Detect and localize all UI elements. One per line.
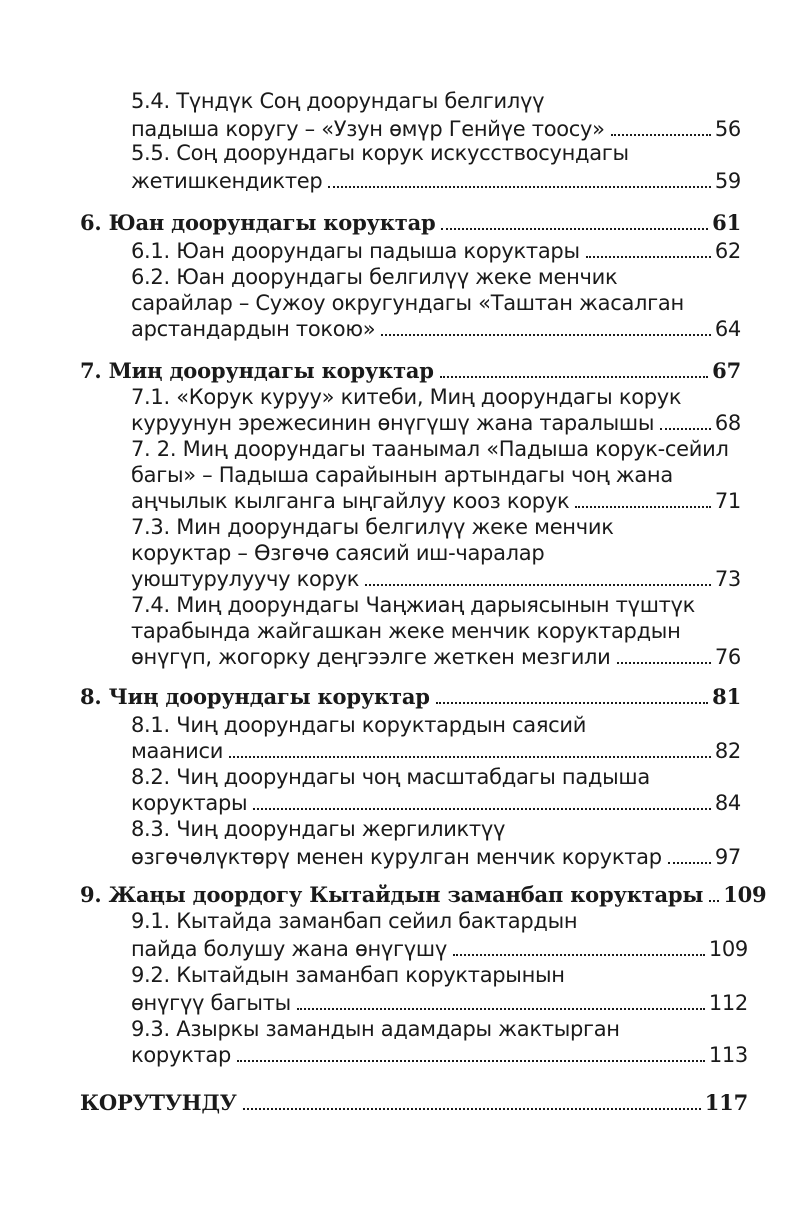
dot-leader [229, 755, 711, 758]
toc-page-number: 64 [714, 317, 741, 341]
toc-entry-9-1-line-1 [131, 904, 748, 934]
toc-entry-text: 9.3. Азыркы замандын адамдары жактырган [131, 1017, 620, 1041]
toc-entry-text: 7.3. Мин доорундагы белгилүү жеке менчик [131, 515, 614, 539]
toc-page-number: 97 [714, 845, 741, 869]
toc-page-number: 71 [714, 489, 741, 513]
toc-entry-8-3-line-2 [131, 840, 741, 870]
toc-entry-text: 6.1. Юан доорундагы падыша коруктары [131, 239, 580, 263]
dot-leader [709, 899, 719, 902]
toc-entry-5-5-line-1 [131, 136, 741, 166]
toc-entry-text: коруктар – Өзгөчө саясий иш-чаралар [131, 541, 545, 565]
toc-page-number: 112 [708, 991, 748, 1015]
toc-entry-7-4-line-3 [131, 640, 741, 670]
toc-entry-text: арстандардын токою» [131, 317, 376, 341]
toc-entry-text: өзгөчөлүктөрү менен курулган менчик коруктар [131, 845, 662, 869]
toc-page-number: 109 [723, 882, 767, 907]
toc-page-number: 56 [714, 117, 741, 141]
toc-chapter-title: 7. Миң доорундагы коруктар [80, 358, 434, 383]
dot-leader [440, 375, 708, 378]
toc-entry-8-3-line-1 [131, 812, 741, 842]
toc-entry-text: өнүгүп, жогорку деңгээлге жеткен мезгили [131, 645, 611, 669]
toc-entry-text: падыша коругу – «Узун өмүр Генйүе тоосу» [131, 117, 605, 141]
toc-entry-text: куруунун эрежесинин өнүгүшү жана таралышы [131, 411, 655, 435]
toc-chapter-title: КОРУТУНДУ [80, 1090, 237, 1115]
dot-leader [586, 255, 711, 258]
toc-entry-text: пайда болушу жана өнүгүшү [131, 937, 447, 961]
dot-leader [668, 861, 711, 864]
toc-page-number: 59 [714, 169, 741, 193]
toc-entry-text: 7.1. «Корук куруу» китеби, Миң доорундагы корук [131, 385, 682, 409]
toc-entry-text: коруктар [131, 1043, 232, 1067]
toc-page-number: 76 [714, 645, 741, 669]
toc-page-number: 73 [714, 567, 741, 591]
dot-leader [297, 1007, 705, 1010]
toc-entry-text: мааниси [131, 739, 224, 763]
dot-leader [365, 583, 711, 586]
toc-entry-5-4-line-1 [131, 84, 741, 114]
dot-leader [660, 427, 711, 430]
toc-entry-9-3-line-2 [131, 1038, 748, 1068]
dot-leader [237, 1059, 705, 1062]
toc-entry-text: 6.2. Юан доорундагы белгилүү жеке менчик [131, 265, 618, 289]
dot-leader [617, 661, 711, 664]
toc-entry-5-5-line-2 [131, 164, 741, 194]
toc-conclusion [80, 1086, 748, 1116]
toc-entry-6-2-line-3 [131, 312, 741, 342]
toc-entry-text: 9.2. Кытайдын заманбап коруктарынын [131, 963, 565, 987]
dot-leader [253, 807, 711, 810]
toc-page-number: 67 [712, 358, 741, 383]
dot-leader [436, 701, 708, 704]
toc-entry-9-2-line-1 [131, 958, 748, 988]
toc-page-number: 84 [714, 791, 741, 815]
toc-chapter-8 [80, 680, 741, 710]
toc-chapter-6 [80, 206, 741, 236]
dot-leader [381, 333, 711, 336]
toc-page-number: 117 [704, 1090, 748, 1115]
toc-page-number: 109 [708, 937, 748, 961]
toc-entry-text: багы» – Падыша сарайынын артындагы чоң жана [131, 463, 673, 487]
toc-page-number: 113 [708, 1043, 748, 1067]
toc-entry-text: сарайлар – Сужоу округундагы «Таштан жасалган [131, 291, 684, 315]
toc-entry-text: 8.3. Чиң доорундагы жергиликтүү [131, 817, 506, 841]
toc-entry-text: өнүгүү багыты [131, 991, 291, 1015]
dot-leader [243, 1107, 701, 1110]
toc-page-number: 62 [714, 239, 741, 263]
toc-entry-text: 7. 2. Миң доорундагы таанымал «Падыша корук-сейил [131, 437, 729, 461]
toc-page-number: 68 [714, 411, 741, 435]
toc-chapter-title: 8. Чиң доорундагы коруктар [80, 684, 430, 709]
toc-entry-text: тарабында жайгашкан жеке менчик коруктардын [131, 619, 681, 643]
toc-entry-text: 8.2. Чиң доорундагы чоң масштабдагы падыша [131, 765, 650, 789]
dot-leader [453, 953, 705, 956]
toc-entry-text: коруктары [131, 791, 248, 815]
toc-page-number: 81 [712, 684, 741, 709]
toc-entry-text: аңчылык кылганга ыңгайлуу кооз корук [131, 489, 570, 513]
dot-leader [575, 505, 711, 508]
toc-entry-text: жетишкендиктер [131, 169, 323, 193]
dot-leader [328, 185, 710, 188]
dot-leader [441, 227, 708, 230]
toc-chapter-title: 6. Юан доорундагы коруктар [80, 210, 436, 235]
toc-entry-text: 5.5. Соң доорундагы корук искусствосундагы [131, 141, 629, 165]
toc-chapter-title: 9. Жаңы доордогу Кытайдын заманбап коруктары [80, 882, 704, 907]
toc-entry-text: 5.4. Түндүк Соң доорундагы белгилүү [131, 89, 545, 113]
toc-page-number: 61 [712, 210, 741, 235]
toc-entry-text: 7.4. Миң доорундагы Чаңжиаң дарыясынын түштүк [131, 593, 696, 617]
toc-entry-text: 8.1. Чиң доорундагы коруктардын саясий [131, 713, 587, 737]
toc-page-number: 82 [714, 739, 741, 763]
toc-entry-text: уюштурулуучу корук [131, 567, 360, 591]
toc-entry-text: 9.1. Кытайда заманбап сейил бактардын [131, 909, 578, 933]
